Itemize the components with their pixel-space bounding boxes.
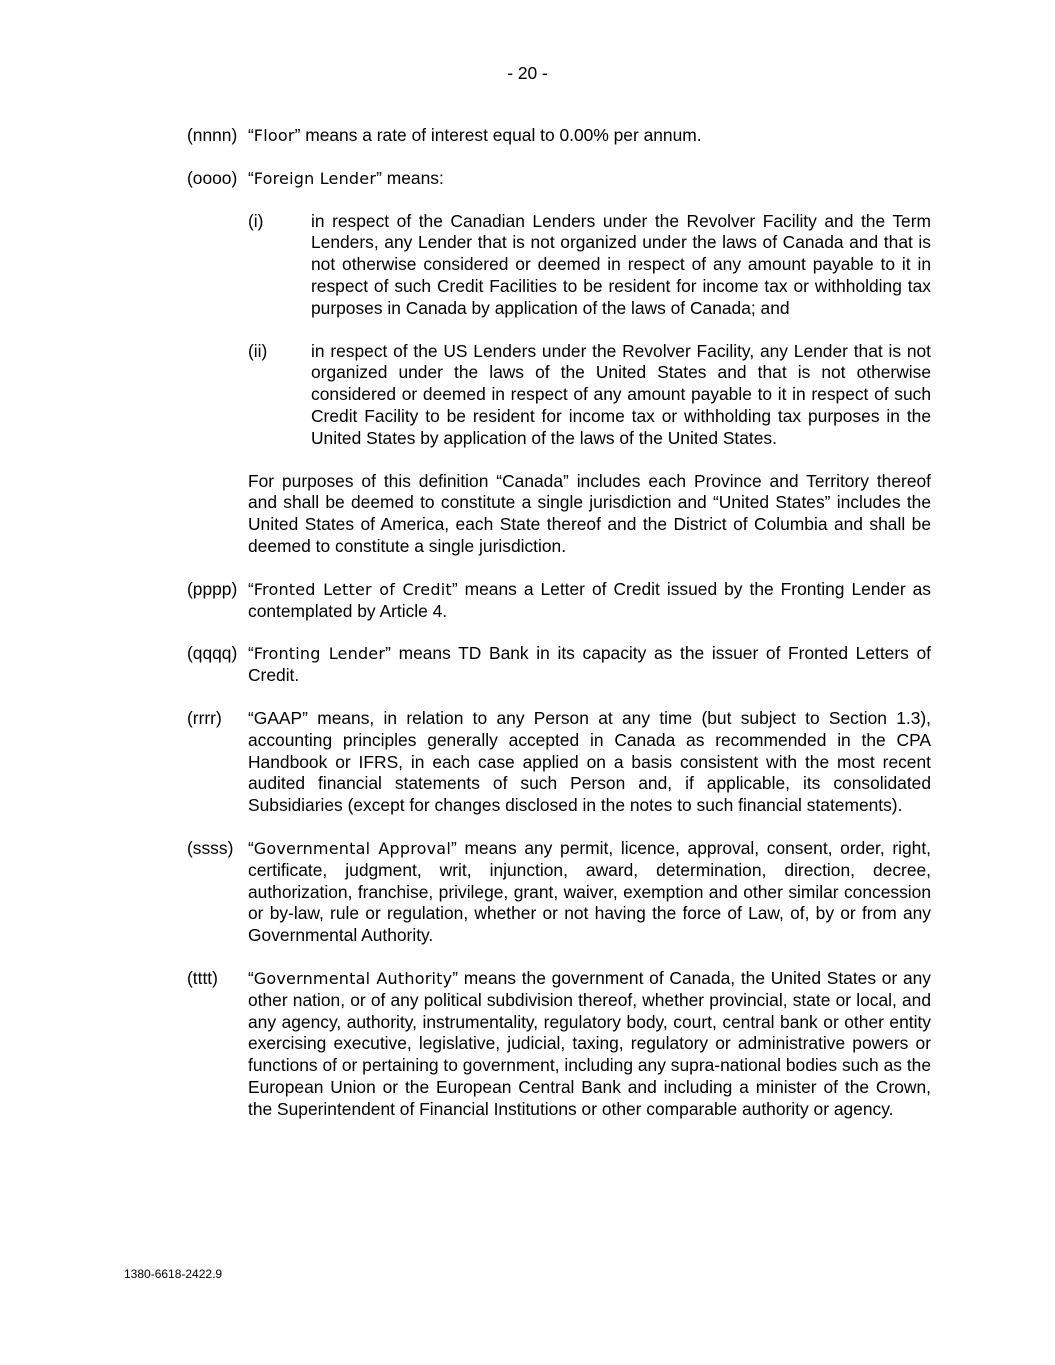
subitem-text: in respect of the Canadian Lenders under the Revolver Facility and the Term Lenders, any Lender that is not organized under the laws of Canada and that is not otherwise considered or deemed in respect of any amount payable to it in respect of such Credit Facilities to be resident for income tax or withholding tax purposes in Canada by application of the laws of Canada; and [311, 210, 931, 318]
open-quote: “ [248, 643, 254, 664]
subitem-ii [187, 341, 931, 450]
defined-term: Floor [253, 126, 295, 145]
definition-governmental-approval [187, 838, 931, 947]
defined-term: Fronting Lender [253, 644, 386, 664]
defined-term: Governmental Authority [253, 968, 453, 988]
page-number: - 20 - [507, 63, 548, 83]
definition-text: ” means a rate of interest equal to 0.00% per annum. [294, 125, 702, 145]
definitions-section [187, 125, 931, 1141]
open-quote: “ [248, 967, 254, 988]
definition-label: (nnnn) [187, 125, 238, 145]
definition-text: ” means a Letter of Credit issued by the Fronting Lender as contemplated by Article 4. [248, 578, 931, 621]
defined-term: Foreign Lender [253, 168, 377, 188]
definition-governmental-authority [187, 968, 931, 1121]
open-quote: “ [248, 578, 254, 599]
definition-text: ” means any permit, licence, approval, consent, order, right, certificate, judgment, writ, injunction, award, determination, direction, decree, authorization, franchise, privilege, grant, waiver, exemption and other similar concession or by-law, rule or regulation, whether or not having the force of Law, of, by or from any Governmental Authority. [248, 837, 931, 946]
definition-note: For purposes of this definition “Canada” includes each Province and Territory thereof and shall be deemed to constitute a single jurisdiction and “United States” includes the United States of America, each State thereof and the District of Columbia and shall be deemed to constitute a single jurisdiction. [248, 470, 931, 556]
defined-term: Governmental Approval [253, 838, 451, 858]
open-quote: “ [248, 837, 254, 858]
definition-label: (qqqq) [187, 643, 238, 664]
open-quote: “ [248, 125, 254, 145]
defined-term: GAAP [253, 707, 303, 728]
definition-label: (pppp) [187, 578, 238, 599]
definition-floor [187, 125, 931, 147]
definition-label: (oooo) [187, 167, 238, 188]
defined-term: Fronted Letter of Credit [253, 579, 452, 599]
definition-fronted-letter-of-credit [187, 579, 931, 623]
definition-label: (ssss) [187, 837, 234, 858]
definition-foreign-lender [187, 168, 931, 190]
subitem-label: (ii) [248, 340, 268, 361]
open-quote: “ [248, 707, 254, 728]
definition-label: (rrrr) [187, 707, 222, 728]
subitem-i [187, 211, 931, 320]
open-quote: “ [248, 167, 254, 188]
document-id: 1380-6618-2422.9 [124, 1267, 223, 1281]
definition-fronting-lender [187, 643, 931, 687]
definition-gaap [187, 708, 931, 817]
definition-text: ” means TD Bank in its capacity as the issuer of Fronted Letters of Credit. [248, 643, 931, 686]
subitem-text: in respect of the US Lenders under the Revolver Facility, any Lender that is not organized under the laws of the United States and that is not otherwise considered or deemed in respect of any amount payable to it in respect of such Credit Facility to be resident for income tax or withholding tax purposes in the United States by application of the laws of the United States. [311, 340, 931, 448]
definition-text: ” means: [376, 167, 444, 188]
definition-text: ” means the government of Canada, the United States or any other nation, or of any political subdivision thereof, whether provincial, state or local, and any agency, authority, instrumentality, regulatory body, court, central bank or other entity exercising executive, legislative, judicial, taxing, regulatory or administrative powers or functions of or pertaining to government, including any supra-national bodies such as the European Union or the European Central Bank and including a minister of the Crown, the Superintendent of Financial Institutions or other comparable authority or agency. [248, 967, 931, 1119]
subitem-label: (i) [248, 210, 264, 231]
definition-label: (tttt) [187, 967, 218, 988]
definition-text: ” means, in relation to any Person at any time (but subject to Section 1.3), accounting principles generally accepted in Canada as recommended in the CPA Handbook or IFRS, in each case applied on a basis consistent with the most recent audited financial statements of such Person and, if applicable, its consolidated Subsidiaries (except for changes disclosed in the notes to such financial statements). [248, 707, 931, 816]
